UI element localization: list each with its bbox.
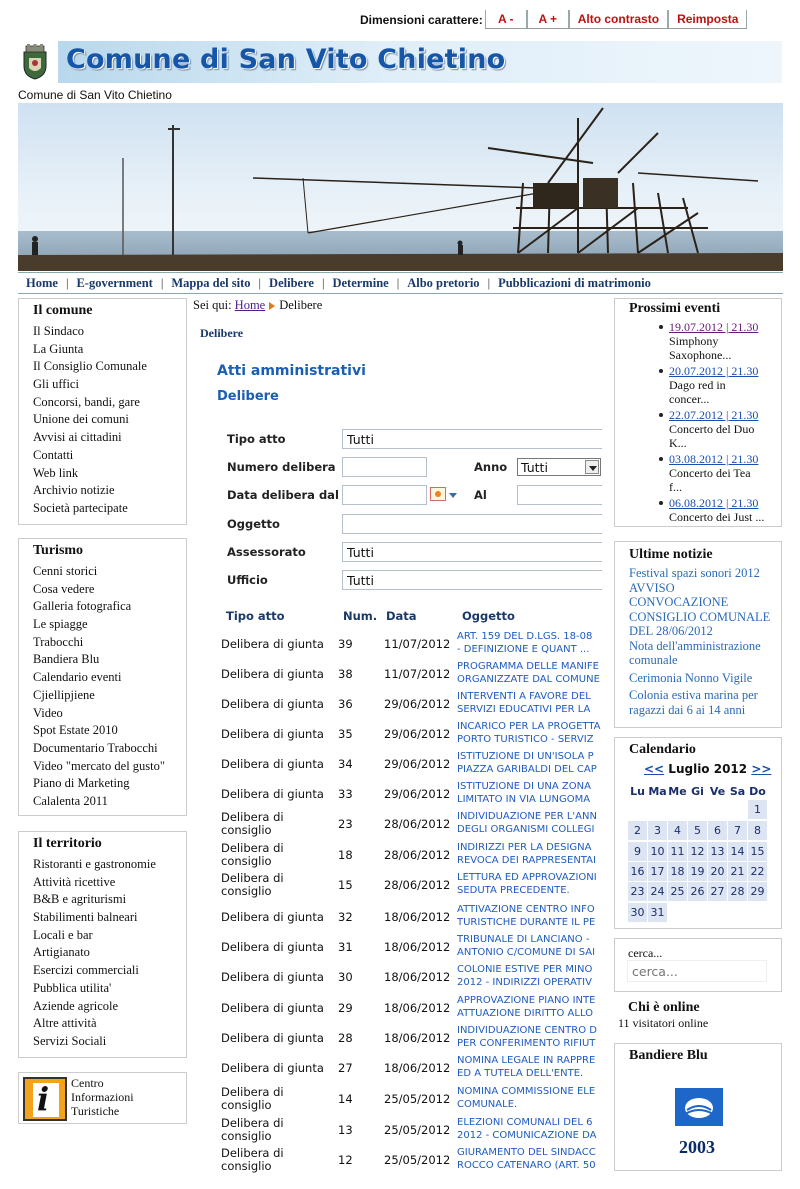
events-box [614,298,782,527]
news-item[interactable]: Nota dell'amministrazione comunale [629,638,761,667]
cell-tipo-atto: Delibera di giunta [221,1060,324,1075]
sidebar-item[interactable]: Galleria fotografica [33,599,132,614]
calendar-day[interactable]: 29 [748,882,767,901]
calendar-day[interactable]: 23 [628,882,647,901]
calendar-day[interactable]: 21 [728,862,747,881]
cell-tipo-atto: Delibera di giunta [221,1030,324,1045]
sidebar-item[interactable]: Cenni storici [33,564,98,578]
cell-data: 18/06/2012 [384,940,451,954]
cell-oggetto-link[interactable]: LETTURA ED APPROVAZIONI SEDUTA PRECEDENTE. [457,872,597,896]
online-box [614,996,782,1036]
cell-data: 25/05/2012 [384,1092,451,1106]
cell-data: 11/07/2012 [384,637,451,651]
cell-tipo-atto: Delibera di giunta [221,786,324,801]
cell-data: 28/06/2012 [384,878,451,892]
nav-determine[interactable]: Determine [332,275,389,290]
calendar-day[interactable]: 31 [648,903,667,922]
sidebar-item[interactable]: Cosa vedere [33,581,95,596]
font-decrease-button[interactable]: A - [485,10,527,28]
calendar-day[interactable]: 7 [728,821,747,840]
cell-data: 11/07/2012 [384,667,451,681]
cell-tipo-atto: Delibera di giunta [221,756,324,771]
cell-num: 30 [338,970,353,984]
calendar-weekday: Lu [630,785,645,798]
sidebar-item[interactable]: Locali e bar [33,927,93,942]
nav-separator: | [160,275,164,290]
nav-delibere[interactable]: Delibere [269,275,314,290]
sidebar-item[interactable]: La Giunta [33,341,84,356]
event-date-link[interactable]: 19.07.2012 | 21.30 [669,320,759,334]
table-row [218,1145,602,1175]
cell-num: 38 [338,667,353,681]
table-row [218,1084,602,1114]
cell-tipo-atto: Delibera di giunta [221,909,324,924]
calendar-day[interactable]: 6 [708,821,727,840]
cell-data: 18/06/2012 [384,1001,451,1015]
table-row [218,1023,602,1053]
sidebar-item[interactable]: Cjiellipjiene [33,687,95,702]
calendar-weekday: Sa [729,785,746,798]
sidebar-item[interactable]: Attività ricettive [33,874,116,889]
oggetto-label: Oggetto [227,517,280,531]
cell-num: 14 [338,1092,353,1106]
event-item: 06.08.2012 | 21.30 Concerto dei Just ... [669,496,781,524]
bandiere-heading: Bandiere Blu [629,1048,708,1063]
sidebar-item[interactable]: Contatti [33,447,74,462]
data-al-input[interactable] [517,485,602,505]
site-subtitle: Comune di San Vito Chietino [18,88,172,102]
calendar-day[interactable]: 14 [728,842,747,861]
nav-pubblicazioni-matrimonio[interactable]: Pubblicazioni di matrimonio [498,275,651,290]
nav-separator: | [487,275,491,290]
ufficio-label: Ufficio [227,573,268,587]
cell-data: 29/06/2012 [384,757,451,771]
calendar-day[interactable]: 18 [668,862,687,881]
calendar-dropdown-icon[interactable] [449,493,457,498]
table-row [218,629,602,659]
tourist-info-link[interactable] [18,1072,187,1124]
anno-select[interactable] [517,458,601,476]
table-row [218,962,602,992]
sidebar-item[interactable]: Pubblica utilita' [33,980,112,995]
nav-separator: | [65,275,69,290]
section-subtitle: Delibere [217,389,279,404]
event-date-link[interactable]: 22.07.2012 | 21.30 [669,408,759,422]
bandiere-year: 2003 [679,1137,715,1157]
cell-tipo-atto: Delibera di giunta [221,636,324,651]
sidebar-item[interactable]: Il Consiglio Comunale [33,359,147,374]
news-box [614,541,782,728]
page-heading: Delibere [200,326,244,340]
online-count: 11 visitatori online [618,1016,709,1030]
cell-num: 29 [338,1001,353,1015]
data-delibera-dal-label: Data delibera dal [227,488,339,502]
calendar-day[interactable]: 12 [688,842,707,861]
tourist-info-label: Centro Informazioni Turistiche [71,1076,134,1118]
search-input[interactable] [627,960,767,982]
calendar-picker-icon[interactable] [430,487,446,501]
cell-tipo-atto: Delibera di giunta [221,726,324,741]
calendar-day[interactable]: 8 [748,821,767,840]
cell-oggetto-link[interactable]: INDIRIZZI PER LA DESIGNA REVOCA DEI RAPPRESENTAI [457,842,596,866]
font-increase-button[interactable]: A + [527,10,569,28]
blue-flag-icon [675,1088,723,1126]
calendar-month-nav [644,762,771,776]
events-heading: Prossimi eventi [629,301,721,316]
sidebar-item[interactable]: Esercizi commerciali [33,963,139,978]
calendar-day[interactable]: 17 [648,862,667,881]
calendar-day[interactable]: 25 [668,882,687,901]
sidebar-item[interactable]: Video "mercato del gusto" [33,758,165,773]
sidebar-item[interactable]: Piano di Marketing [33,776,130,791]
calendar-day[interactable]: 15 [748,842,767,861]
calendar-day[interactable]: 11 [668,842,687,861]
oggetto-input[interactable] [342,514,602,534]
cell-data: 29/06/2012 [384,727,451,741]
cell-num: 13 [338,1123,353,1137]
breadcrumb-prefix: Sei qui: [193,298,232,312]
cell-num: 32 [338,910,353,924]
cell-oggetto-link[interactable]: INTERVENTI A FAVORE DEL SERVIZI EDUCATIVI PER LA [457,691,591,715]
calendar-day[interactable]: 10 [648,842,667,861]
nav-site-map[interactable]: Mappa del sito [171,275,251,290]
news-heading: Ultime notizie [629,547,713,562]
cell-tipo-atto: Delibera di consiglio [221,1116,284,1143]
cell-num: 35 [338,727,353,741]
cell-num: 33 [338,787,353,801]
cell-oggetto-link[interactable]: COLONIE ESTIVE PER MINO 2012 - INDIRIZZI OPERATIV [457,964,593,988]
cell-data: 25/05/2012 [384,1123,451,1137]
news-item[interactable]: Colonia estiva marina per ragazzi dai 6 ai 14 anni [629,688,758,717]
calendar-heading: Calendario [629,742,696,757]
calendar-weekday: Gi [691,785,704,798]
event-item: 19.07.2012 | 21.30 Simphony Saxophone... [669,320,781,362]
cell-oggetto-link[interactable]: ELEZIONI COMUNALI DEL 6 2012 - COMUNICAZIONE DA [457,1117,597,1141]
cell-data: 29/06/2012 [384,787,451,801]
calendar-month-label: Luglio 2012 [668,762,748,776]
font-size-toolbar [360,10,780,32]
site-header [18,38,782,88]
event-date-link[interactable]: 06.08.2012 | 21.30 [669,496,759,510]
cell-data: 18/06/2012 [384,1061,451,1075]
news-item[interactable]: AVVISO CONVOCAZIONE CONSIGLIO COMUNALE DEL 28/06/2012 [629,580,771,638]
cell-tipo-atto: Delibera di consiglio [221,1085,284,1112]
sidebar-item[interactable]: Gli uffici [33,377,79,392]
calendar-day[interactable]: 20 [708,862,727,881]
cell-oggetto-link[interactable]: INDIVIDUAZIONE PER L'ANN DEGLI ORGANISMI COLLEGI [457,811,597,835]
cell-tipo-atto: Delibera di giunta [221,939,324,954]
cell-tipo-atto: Delibera di giunta [221,969,324,984]
table-row [218,779,602,809]
sidebar-item[interactable]: Altre attività [33,1016,97,1031]
cell-tipo-atto: Delibera di giunta [221,696,324,711]
cell-tipo-atto: Delibera di consiglio [221,1146,284,1173]
event-item: 20.07.2012 | 21.30 Dago red in concer... [669,364,781,406]
cell-oggetto-link[interactable]: INDIVIDUAZIONE CENTRO D PER CONFERIMENTO RIFIUT [457,1025,597,1049]
cell-oggetto-link[interactable]: TRIBUNALE DI LANCIANO - ANTONIO C/COMUNE DI SAI [457,934,596,958]
nav-albo-pretorio[interactable]: Albo pretorio [407,275,480,290]
sidebar-item[interactable]: Trabocchi [33,634,84,649]
al-label: Al [474,488,487,502]
event-item: 03.08.2012 | 21.30 Concerto dei Tea f... [669,452,781,494]
sidebar-item[interactable]: Servizi Sociali [33,1033,107,1048]
cell-num: 27 [338,1061,353,1075]
cell-num: 28 [338,1031,353,1045]
calendar-day[interactable]: 5 [688,821,707,840]
nav-separator: | [258,275,262,290]
table-row [218,870,602,900]
calendar-day[interactable]: 3 [648,821,667,840]
cell-num: 18 [338,848,353,862]
search-label: cerca... [628,946,663,960]
cell-oggetto-link[interactable]: ISTITUZIONE DI UNA ZONA LIMITATO IN VIA LUNGOMA [457,781,591,805]
cell-num: 34 [338,757,353,771]
breadcrumb-home-link[interactable]: Home [234,298,266,312]
cell-oggetto-link[interactable]: INCARICO PER LA PROGETTA PORTO TURISTICO - SERVIZ [457,721,601,745]
high-contrast-button[interactable]: Alto contrasto [569,10,668,28]
cell-tipo-atto: Delibera di giunta [221,1000,324,1015]
cell-tipo-atto: Delibera di consiglio [221,810,284,837]
sidebar-il-territorio [18,831,187,1058]
cell-oggetto-link[interactable]: ISTITUZIONE DI UN'ISOLA P PIAZZA GARIBALDI DEL CAP [457,751,597,775]
chevron-down-icon [585,460,599,474]
column-header-oggetto[interactable]: Oggetto [462,609,515,623]
cell-num: 12 [338,1153,353,1167]
cell-num: 39 [338,637,353,651]
calendar-day[interactable]: 13 [708,842,727,861]
table-row [218,659,602,689]
table-row [218,749,602,779]
table-row [218,719,602,749]
breadcrumb [193,298,322,313]
calendar-weekday: Do [749,785,766,798]
column-header-num[interactable]: Num. [343,609,378,623]
table-row [218,902,602,932]
cell-oggetto-link[interactable]: PROGRAMMA DELLE MANIFE ORGANIZZATE DAL COMUNE [457,661,600,685]
sidebar-il-comune [18,298,187,525]
font-size-label: Dimensioni carattere: [360,13,483,27]
calendar-day[interactable]: 2 [628,821,647,840]
cell-data: 18/06/2012 [384,910,451,924]
calendar-weekday: Ve [709,785,726,798]
sidebar-heading: Turismo [33,543,84,558]
online-heading: Chi è online [628,1000,700,1015]
cell-num: 36 [338,697,353,711]
calendar-day[interactable]: 9 [628,842,647,861]
calendar-day[interactable]: 24 [648,882,667,901]
cell-data: 18/06/2012 [384,970,451,984]
sidebar-item[interactable]: Video [33,705,63,720]
anno-select-value: Tutti [521,460,548,475]
sidebar-item[interactable]: Le spiagge [33,617,88,632]
anno-label: Anno [474,460,508,474]
sidebar-turismo [18,538,187,816]
sidebar-item[interactable]: Il Sindaco [33,324,85,338]
cell-data: 28/06/2012 [384,848,451,862]
calendar-day[interactable]: 16 [628,862,647,881]
table-row [218,689,602,719]
tipo-atto-select[interactable]: Tutti [342,429,602,449]
nav-separator: | [396,275,400,290]
nav-home[interactable]: Home [26,275,58,290]
info-icon: i [23,1077,67,1121]
sidebar-item[interactable]: Concorsi, bandi, gare [33,394,140,409]
cell-tipo-atto: Delibera di consiglio [221,841,284,868]
cell-tipo-atto: Delibera di giunta [221,666,324,681]
event-date-link[interactable]: 03.08.2012 | 21.30 [669,452,759,466]
main-nav [18,272,783,294]
sidebar-item[interactable]: Archivio notizie [33,483,115,498]
nav-separator: | [321,275,325,290]
assessorato-select[interactable]: Tutti [342,542,602,562]
sidebar-item[interactable]: Stabilimenti balneari [33,910,138,925]
table-row [218,993,602,1023]
assessorato-label: Assessorato [227,545,306,559]
cell-oggetto-link[interactable]: ART. 159 DEL D.LGS. 18-08 - DEFINIZIONE E QUANT ... [457,631,593,655]
sidebar-item[interactable]: Calendario eventi [33,670,122,685]
sidebar-item[interactable]: Società partecipate [33,500,128,515]
bandiere-box [614,1043,782,1171]
sidebar-item[interactable]: Documentario Trabocchi [33,740,158,755]
event-item: 22.07.2012 | 21.30 Concerto del Duo K... [669,408,781,450]
sidebar-heading: Il comune [33,303,93,318]
sidebar-item[interactable]: Ristoranti e gastronomie [33,857,156,871]
table-row [218,932,602,962]
sidebar-item[interactable]: Bandiera Blu [33,652,100,667]
breadcrumb-current: Delibere [279,298,323,312]
cell-oggetto-link[interactable]: ATTIVAZIONE CENTRO INFO TURISTICHE DURANTE IL PE [457,904,596,928]
calendar-prev-link[interactable]: << [644,762,665,776]
sidebar-item[interactable]: Spot Estate 2010 [33,723,118,738]
cell-oggetto-link[interactable]: APPROVAZIONE PIANO INTE ATTUAZIONE DIRITTO ALLO [457,995,596,1019]
cell-num: 31 [338,940,353,954]
sidebar-item[interactable]: Avvisi ai cittadini [33,430,122,445]
cell-data: 18/06/2012 [384,1031,451,1045]
table-row [218,1053,602,1083]
cell-data: 28/06/2012 [384,817,451,831]
table-row [218,840,602,870]
event-date-link[interactable]: 20.07.2012 | 21.30 [669,364,759,378]
calendar-day[interactable]: 4 [668,821,687,840]
numero-delibera-input[interactable] [342,457,427,477]
calendar-day[interactable]: 30 [628,903,647,922]
calendar-weekday: Me [668,785,687,798]
cell-oggetto-link[interactable]: NOMINA LEGALE IN RAPPRE ED A TUTELA DELL'ENTE. [457,1055,596,1079]
table-row [218,809,602,839]
breadcrumb-arrow-icon [269,302,275,310]
numero-delibera-label: Numero delibera [227,460,336,474]
coat-of-arms-icon [20,44,50,80]
header-banner-photo [18,103,783,271]
cell-oggetto-link[interactable]: GIURAMENTO DEL SINDACC ROCCO CATENARO (ART. 50 [457,1147,596,1171]
calendar-day[interactable]: 19 [688,862,707,881]
news-item[interactable]: Cerimonia Nonno Vigile [629,670,753,685]
data-dal-input[interactable] [342,485,427,505]
section-title: Atti amministrativi [217,363,366,379]
sidebar-item[interactable]: Artigianato [33,945,90,960]
ufficio-select[interactable]: Tutti [342,570,602,590]
news-item[interactable]: Festival spazi sonori 2012 [629,566,760,580]
sidebar-heading: Il territorio [33,836,102,851]
cell-oggetto-link[interactable]: NOMINA COMMISSIONE ELE COMUNALE. [457,1086,596,1110]
calendar-day[interactable]: 22 [748,862,767,881]
reset-button[interactable]: Reimposta [668,10,747,28]
column-header-tipo-atto[interactable]: Tipo atto [226,609,285,623]
cell-data: 25/05/2012 [384,1153,451,1167]
calendar-day[interactable]: 26 [688,882,707,901]
sidebar-item[interactable]: B&B e agriturismi [33,892,127,907]
cell-data: 29/06/2012 [384,697,451,711]
calendar-day[interactable]: 28 [728,882,747,901]
tipo-atto-label: Tipo atto [227,432,286,446]
column-header-data[interactable]: Data [386,609,417,623]
calendar-day[interactable]: 1 [748,800,767,819]
site-title: Comune di San Vito Chietino [66,44,506,75]
cell-tipo-atto: Delibera di consiglio [221,871,284,898]
calendar-weekday: Ma [648,785,667,798]
sidebar-item[interactable]: Aziende agricole [33,998,119,1013]
sidebar-item[interactable]: Calalenta 2011 [33,793,108,808]
calendar-next-link[interactable]: >> [751,762,772,776]
sidebar-item[interactable]: Web link [33,465,79,480]
table-row [218,1115,602,1145]
cell-num: 23 [338,817,353,831]
sidebar-item[interactable]: Unione dei comuni [33,412,129,427]
nav-e-government[interactable]: E-government [76,275,153,290]
calendar-day[interactable]: 27 [708,882,727,901]
cell-num: 15 [338,878,353,892]
